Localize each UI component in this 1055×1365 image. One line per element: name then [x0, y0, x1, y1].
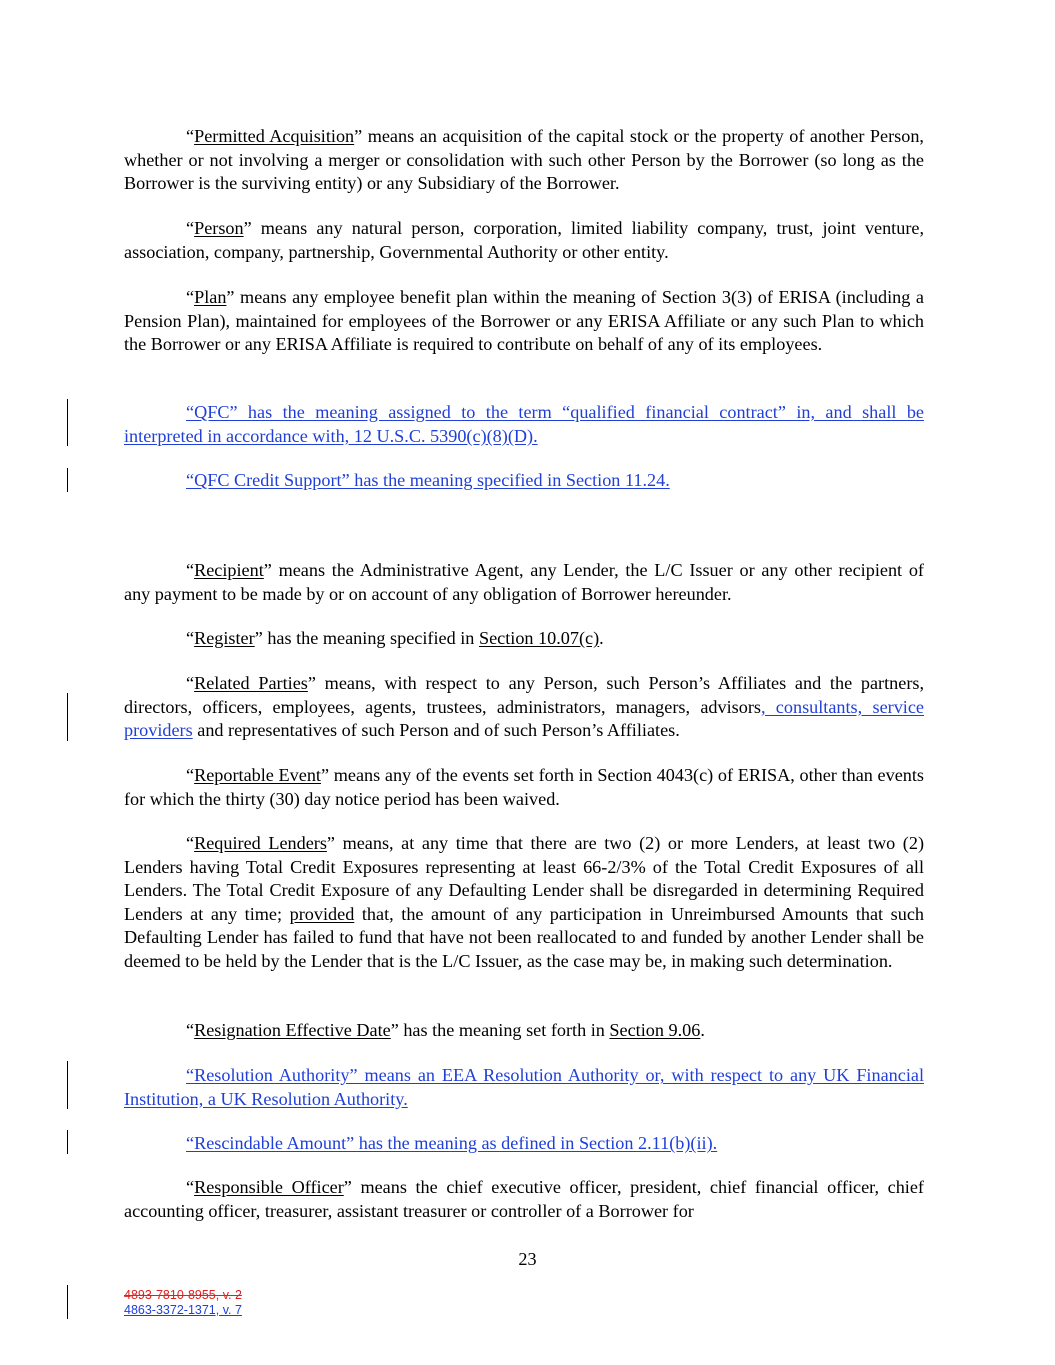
defined-term: Required Lenders	[194, 833, 327, 853]
definition-text-after: that, the amount of any participation in Unreimbursed Amounts that such Defaulting Lender has failed to fund that have not been reallocated to and funded by another Lender shall be deemed to be held by the Lender that is the L/C Issuer, as the case may be, in making such determination.	[124, 903, 924, 971]
definition-responsible-officer: “Responsible Officer” means the chief executive officer, president, chief financial officer, chief accounting officer, treasurer, assistant treasurer or controller of a Borrower for	[124, 1177, 924, 1221]
definition-text: ” means the Administrative Agent, any Lender, the L/C Issuer or any other recipient of any payment to be made by or on account of any obligation of Borrower hereunder.	[124, 560, 924, 604]
section-reference: Section 10.07(c)	[478, 628, 600, 648]
provided-term: provided	[289, 903, 355, 924]
defined-term: Responsible Officer	[194, 1177, 344, 1197]
inserted-text: “Resolution Authority” means an EEA Resolution Authority or, with respect to any UK Financial Institution, a UK Resolution Authority.	[124, 1065, 924, 1109]
change-bar	[67, 468, 68, 492]
defined-term: Permitted Acquisition	[194, 126, 355, 146]
change-bar	[67, 399, 68, 446]
definition-text: ” has the meaning specified in	[254, 628, 479, 648]
definition-resolution-authority	[124, 1064, 924, 1111]
defined-term: Recipient	[194, 560, 264, 580]
defined-term: Plan	[194, 287, 227, 307]
change-bar	[67, 1130, 68, 1154]
inserted-text: , consultants, service providers	[124, 696, 924, 741]
definition-text: ” means any of the events set forth in Section 4043(c) of ERISA, other than events for which the thirty (30) day notice period has been waived.	[124, 765, 925, 809]
definition-qfc-credit-support	[124, 469, 924, 493]
inserted-text: “QFC” has the meaning assigned to the term “qualified financial contract” in, and shall be interpreted in accordance with, 12 U.S.C. 5390(c)(8)(D).	[124, 402, 924, 446]
definition-recipient: “Recipient” means the Administrative Agent, any Lender, the L/C Issuer or any other recipient of any payment to be made by or on account of any obligation of Borrower hereunder.	[124, 560, 924, 604]
definition-register: “Register” has the meaning specified in Section 10.07(c).	[186, 628, 604, 648]
definition-qfc	[124, 401, 924, 448]
definition-reportable-event: “Reportable Event” means any of the events set forth in Section 4043(c) of ERISA, other than events for which the thirty (30) day notice period has been waived.	[124, 765, 925, 809]
definition-text: ” has the meaning set forth in	[390, 1020, 610, 1040]
defined-term: Reportable Event	[194, 765, 321, 785]
change-bar	[67, 1061, 68, 1109]
definition-text-after: and representatives of such Person and of such Person’s Affiliates.	[192, 720, 680, 741]
definition-rescindable-amount	[124, 1132, 924, 1156]
definition-related-parties: “Related Parties” means, with respect to any Person, such Person’s Affiliates and the partners, directors, officers, employees, agents, trustees, administrators, managers, advisors, consultants, service providers and representatives of such Person and of such Person’s Affiliates.	[124, 673, 924, 741]
change-bar	[67, 693, 68, 741]
definition-text: ” means, with respect to any Person, such Person’s Affiliates and the partners, directors, officers, employees, agents, trustees, administrators, managers, advisors	[124, 673, 924, 717]
defined-term: Related Parties	[194, 673, 308, 693]
page-number: 23	[518, 1249, 537, 1269]
definition-person: “Person” means any natural person, corporation, limited liability company, trust, joint venture, association, company, partnership, Governmental Authority or other entity.	[124, 218, 924, 262]
definition-text: ” means the chief executive officer, president, chief financial officer, chief accounting officer, treasurer, assistant treasurer or controller of a Borrower for	[124, 1177, 924, 1221]
definition-text: ” means an acquisition of the capital stock or the property of another Person, whether or not involving a merger or consolidation with such other Person by the Borrower (so long as the Borrower is the surviving entity) or any Subsidiary of the Borrower.	[124, 126, 924, 194]
new-doc-id: 4863-3372-1371, v. 7	[124, 1303, 242, 1317]
change-bar	[67, 1285, 68, 1319]
section-reference: Section 9.06	[609, 1020, 701, 1040]
old-doc-id: 4893-7810-8955, v. 2	[124, 1288, 242, 1302]
defined-term: Resignation Effective Date	[194, 1020, 391, 1040]
definition-text: ” means any natural person, corporation, limited liability company, trust, joint venture, association, company, partnership, Governmental Authority or other entity.	[124, 218, 924, 262]
defined-term: Person	[194, 218, 244, 238]
defined-term: Register	[194, 628, 255, 648]
definition-text: ” means any employee benefit plan within the meaning of Section 3(3) of ERISA (including a Pension Plan), maintained for employees of the Borrower or any ERISA Affiliate or any such Plan to which the Borrower or any ERISA Affiliate is required to contribute on behalf of any of its employees.	[124, 287, 924, 355]
definition-resignation-effective-date: “Resignation Effective Date” has the meaning set forth in Section 9.06.	[186, 1020, 705, 1040]
doc-id-block	[124, 1288, 242, 1318]
inserted-text: “QFC Credit Support” has the meaning specified in Section 11.24.	[186, 470, 670, 490]
definition-plan: “Plan” means any employee benefit plan within the meaning of Section 3(3) of ERISA (including a Pension Plan), maintained for employees of the Borrower or any ERISA Affiliate or any such Plan to which the Borrower or any ERISA Affiliate is required to contribute on behalf of any of its employees.	[124, 287, 924, 355]
inserted-text: “Rescindable Amount” has the meaning as defined in Section 2.11(b)(ii).	[186, 1133, 718, 1153]
definition-permitted-acquisition: “Permitted Acquisition” means an acquisition of the capital stock or the property of another Person, whether or not involving a merger or consolidation with such other Person by the Borrower (so long as the Borrower is the surviving entity) or any Subsidiary of the Borrower.	[124, 126, 924, 194]
definition-text: ” means, at any time that there are two (2) or more Lenders, at least two (2) Lenders having Total Credit Exposures representing at least 66-2/3% of the Total Credit Exposures of all Lenders. The Total Credit Exposure of any Defaulting Lender shall be disregarded in determining Required Lenders at any time;	[124, 833, 924, 924]
definition-required-lenders: “Required Lenders” means, at any time that there are two (2) or more Lenders, at least two (2) Lenders having Total Credit Exposures representing at least 66-2/3% of the Total Credit Exposures of all Lenders. The Total Credit Exposure of any Defaulting Lender shall be disregarded in determining Required Lenders at any time; provided that, the amount of any participation in Unreimbursed Amounts that such Defaulting Lender has failed to fund that have not been reallocated to and funded by another Lender shall be deemed to be held by the Lender that is the L/C Issuer, as the case may be, in making such determination.	[124, 833, 924, 971]
